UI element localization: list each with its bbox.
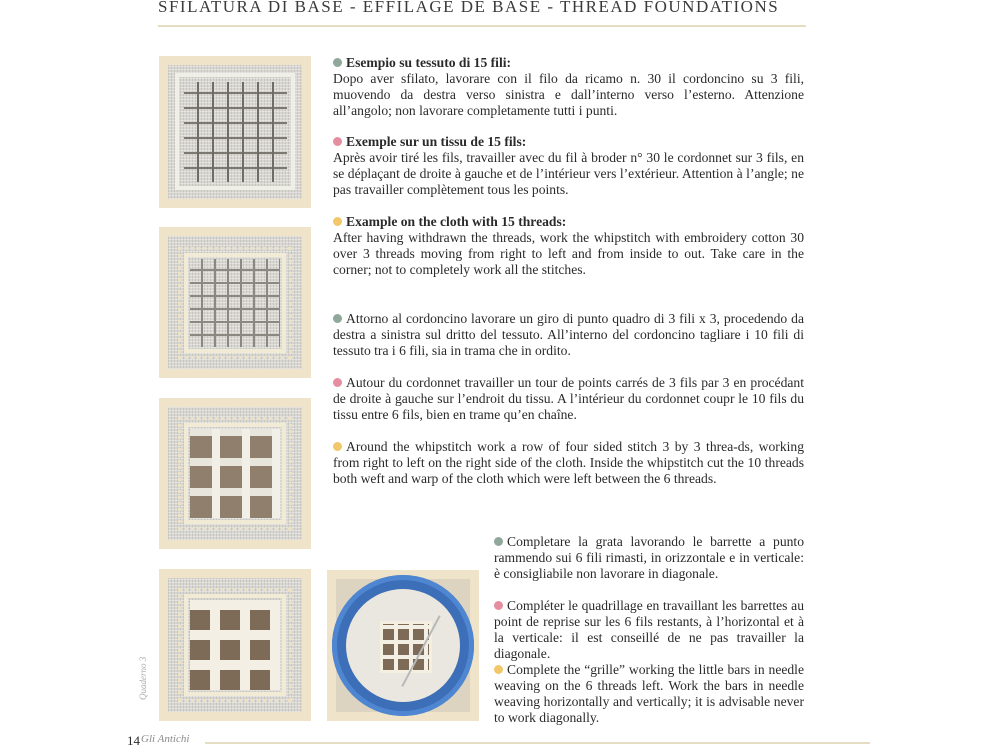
section-2-english bbox=[333, 439, 804, 487]
cut-threads-opening bbox=[190, 429, 280, 518]
italian-body: Dopo aver sfilato, lavorare con il filo da ricamo n. 30 il cordoncino su 3 fili, muovendo da destra verso sinistra e dall’interno verso l’esterno. Attenzione all’angolo; non lavorare completamente tutti i punti. bbox=[333, 71, 804, 118]
side-note: Quaderno 3 bbox=[138, 656, 148, 700]
pink-bullet-icon bbox=[333, 137, 342, 146]
withdrawn-thread-grid bbox=[184, 82, 287, 182]
withdrawn-thread-grid bbox=[190, 259, 280, 347]
english-body: After having withdrawn the threads, work the whipstitch with embroidery cotton 30 over 3 threads moving from right to left and from inside to out. Take care in the corner; not to completely work all the stitches. bbox=[333, 230, 804, 277]
linen-fabric bbox=[168, 407, 302, 540]
brand-name: Gli Antichi bbox=[141, 733, 190, 745]
french-body: Après avoir tiré les fils, travailler avec du fil à broder n° 30 le cordonnet sur 3 fils, en se déplaçant de droite à gauche et de l’intérieur vers l’extérieur. Attention à l’angle; ne pas travailler complètement tous les points. bbox=[333, 150, 804, 197]
page-number: 14 bbox=[127, 733, 140, 748]
green-bullet-icon bbox=[333, 58, 342, 67]
section-2-french bbox=[333, 375, 804, 423]
french-heading: Exemple sur un tissu de 15 fils: bbox=[346, 134, 527, 149]
yellow-bullet-icon bbox=[494, 665, 503, 674]
yellow-bullet-icon bbox=[333, 442, 342, 451]
yellow-bullet-icon bbox=[333, 217, 342, 226]
section-1-french bbox=[333, 134, 804, 198]
section-1-italian bbox=[333, 55, 804, 119]
english-body: Around the whipstitch work a row of four sided stitch 3 by 3 threa-ds, working from right to left on the right side of the cloth. Inside the whipstitch cut the 10 threads both weft and warp of the cloth which were left between the 6 threads. bbox=[333, 439, 804, 486]
header-rule bbox=[158, 25, 806, 27]
footer-rule bbox=[205, 742, 870, 744]
photo-step-4 bbox=[159, 569, 311, 721]
blue-embroidery-hoop bbox=[332, 575, 474, 716]
photo-step-3 bbox=[159, 398, 311, 549]
section-3-english bbox=[494, 662, 804, 726]
section-1-english bbox=[333, 214, 804, 278]
photo-step-2 bbox=[159, 227, 311, 378]
italian-heading: Esempio su tessuto di 15 fili: bbox=[346, 55, 512, 70]
section-2-italian bbox=[333, 311, 804, 359]
page-title: SFILATURA DI BASE - EFFILAGE DE BASE - THREAD FOUNDATIONS bbox=[158, 0, 780, 16]
pink-bullet-icon bbox=[333, 378, 342, 387]
english-heading: Example on the cloth with 15 threads: bbox=[346, 214, 567, 229]
french-body: Autour du cordonnet travailler un tour de points carrés de 3 fils par 3 en procédant de droite à gauche sur l’endroit du tissu. A l’intérieur du cordonnet coupr le 10 fils du tissu entre 6 fils, bien en trame qu’en chaîne. bbox=[333, 375, 804, 422]
linen-fabric bbox=[168, 236, 302, 369]
photo-step-1 bbox=[159, 56, 311, 208]
french-body: Compléter le quadrillage en travaillant les barrettes au point de reprise sur les 6 fils restants, à l’horizontal et à la verticale: il est conseillé de ne pas travailler la diagonale. bbox=[494, 598, 804, 661]
linen-fabric bbox=[168, 578, 302, 712]
english-body: Complete the “grille” working the little bars in needle weaving on the 6 threads left. Work the bars in needle weaving horizontally and vertically; it is advisable never to work diagonally. bbox=[494, 662, 804, 725]
section-3-french bbox=[494, 598, 804, 662]
green-bullet-icon bbox=[333, 314, 342, 323]
hoop-fabric bbox=[346, 589, 460, 702]
hoop-background bbox=[336, 579, 470, 712]
linen-fabric bbox=[168, 65, 302, 199]
needle-weaving-grille bbox=[190, 600, 280, 690]
italian-body: Completare la grata lavorando le barrette a punto rammendo sui 6 fili rimasti, in orizzontale e in verticale: è consigliabile non lavorare in diagonale. bbox=[494, 534, 804, 581]
green-bullet-icon bbox=[494, 537, 503, 546]
photo-hoop bbox=[327, 570, 479, 721]
italian-body: Attorno al cordoncino lavorare un giro di punto quadro di 3 fili x 3, procedendo da destra a sinistra sul dritto del tessuto. All’interno del cordoncino tagliare i 10 fili di tessuto tra i 6 fili, sia in trama che in ordito. bbox=[333, 311, 804, 358]
section-3-italian bbox=[494, 534, 804, 582]
pink-bullet-icon bbox=[494, 601, 503, 610]
